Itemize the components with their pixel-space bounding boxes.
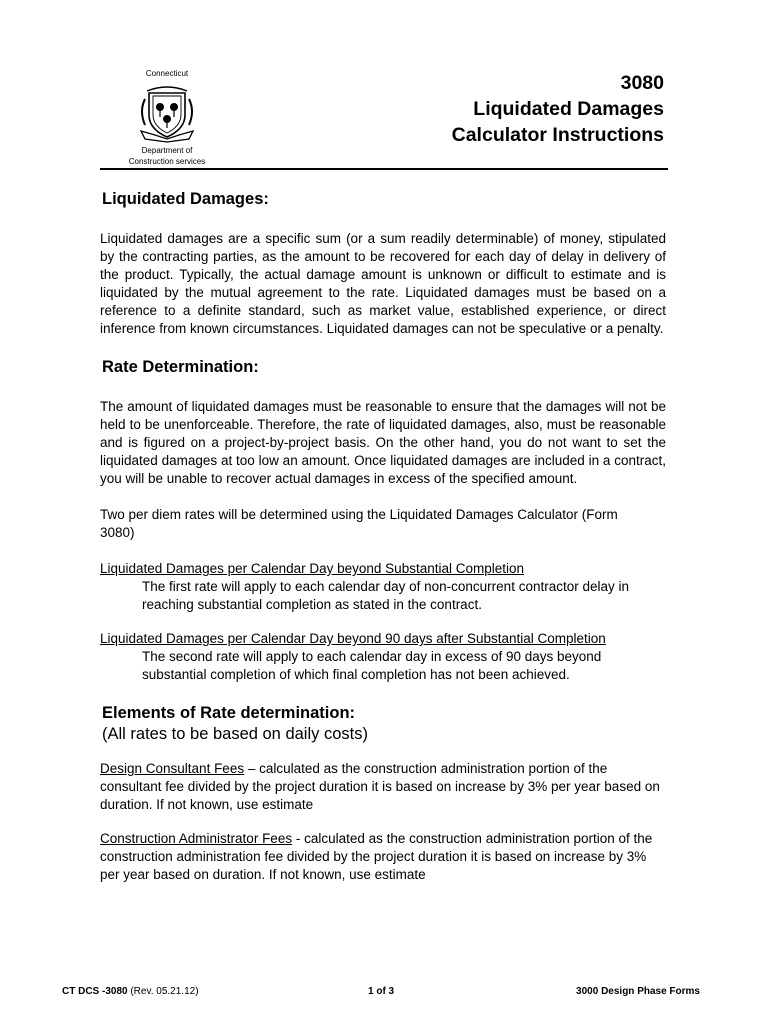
rate-1-title: Liquidated Damages per Calendar Day beyond Substantial Completion [100, 561, 525, 576]
section-heading-liquidated-damages: Liquidated Damages: [102, 190, 269, 208]
footer-revision: (Rev. 05.21.12) [127, 986, 199, 997]
rate-2-description: The second rate will apply to each calendar day in excess of 90 days beyond substantial completion of which final completion has not been achieved. [142, 649, 602, 682]
design-consultant-fees-description: – calculated as the construction administration portion of the consultant fee divided by the project duration it is based on increase by 3% per year based on duration. If not known, use estimate [100, 761, 660, 812]
two-rates-paragraph: Two per diem rates will be determined using the Liquidated Damages Calculator (Form 3080) [100, 507, 618, 540]
footer-form-id: CT DCS -3080 [62, 986, 128, 997]
construction-administrator-fees-description: - calculated as the construction administration portion of the construction administration fee divided by the project duration it is based on increase by 3% per year based on duration. If not known, use estimate [100, 831, 653, 882]
construction-administrator-fees-paragraph [100, 830, 666, 884]
design-consultant-fees-paragraph [100, 760, 666, 814]
section-heading-rate-determination: Rate Determination: [102, 358, 259, 376]
document-title-block [452, 70, 664, 148]
document-body [100, 188, 666, 884]
agency-seal-block [112, 68, 222, 167]
seal-department-line-2: Construction services [128, 157, 206, 166]
rate-2-title: Liquidated Damages per Calendar Day beyond 90 days after Substantial Completion [100, 631, 606, 646]
elements-subheading: (All rates to be based on daily costs) [102, 725, 368, 743]
seal-state-label: Connecticut [145, 69, 189, 78]
title-line-2: Calculator Instructions [451, 124, 664, 146]
form-number: 3080 [620, 72, 664, 94]
page-footer [62, 986, 700, 1000]
footer-form-id-block [62, 986, 199, 997]
footer-page-number: 1 of 3 [368, 986, 395, 997]
liquidated-damages-paragraph: Liquidated damages are a specific sum (or a sum readily determinable) of money, stipulated by the contracting parties, as the amount to be recovered for each day of delay in delivery of the product. Typically, the actual damage amount is unknown or difficult to estimate and is liquidated by the mutual agreement to the rate. Liquidated damages must be based on a reference to a definite standard, such as market value, established experience, or direct inference from known circumstances. Liquidated damages can not be speculative or a penalty. [100, 231, 666, 336]
design-consultant-fees-title: Design Consultant Fees [100, 761, 245, 776]
header-divider [100, 168, 668, 170]
construction-administrator-fees-title: Construction Administrator Fees [100, 831, 293, 846]
connecticut-seal-icon [131, 81, 203, 143]
title-line-1: Liquidated Damages [473, 98, 664, 120]
footer-form-series: 3000 Design Phase Forms [576, 986, 700, 997]
seal-department-line-1: Department of [141, 146, 193, 155]
section-heading-elements: Elements of Rate determination: [102, 704, 356, 722]
rate-determination-paragraph: The amount of liquidated damages must be reasonable to ensure that the damages will not be held to be unenforceable. Therefore, the rate of liquidated damages, also, must be reasonable and is figured on a project-by-project basis. On the other hand, you do not want to set the liquidated damages at too low an amount. Once liquidated damages are included in a contract, you will be unable to recover actual damages in excess of the specified amount. [100, 399, 666, 486]
rate-1-description: The first rate will apply to each calendar day of non-concurrent contractor delay in reaching substantial completion as stated in the contract. [142, 579, 630, 612]
